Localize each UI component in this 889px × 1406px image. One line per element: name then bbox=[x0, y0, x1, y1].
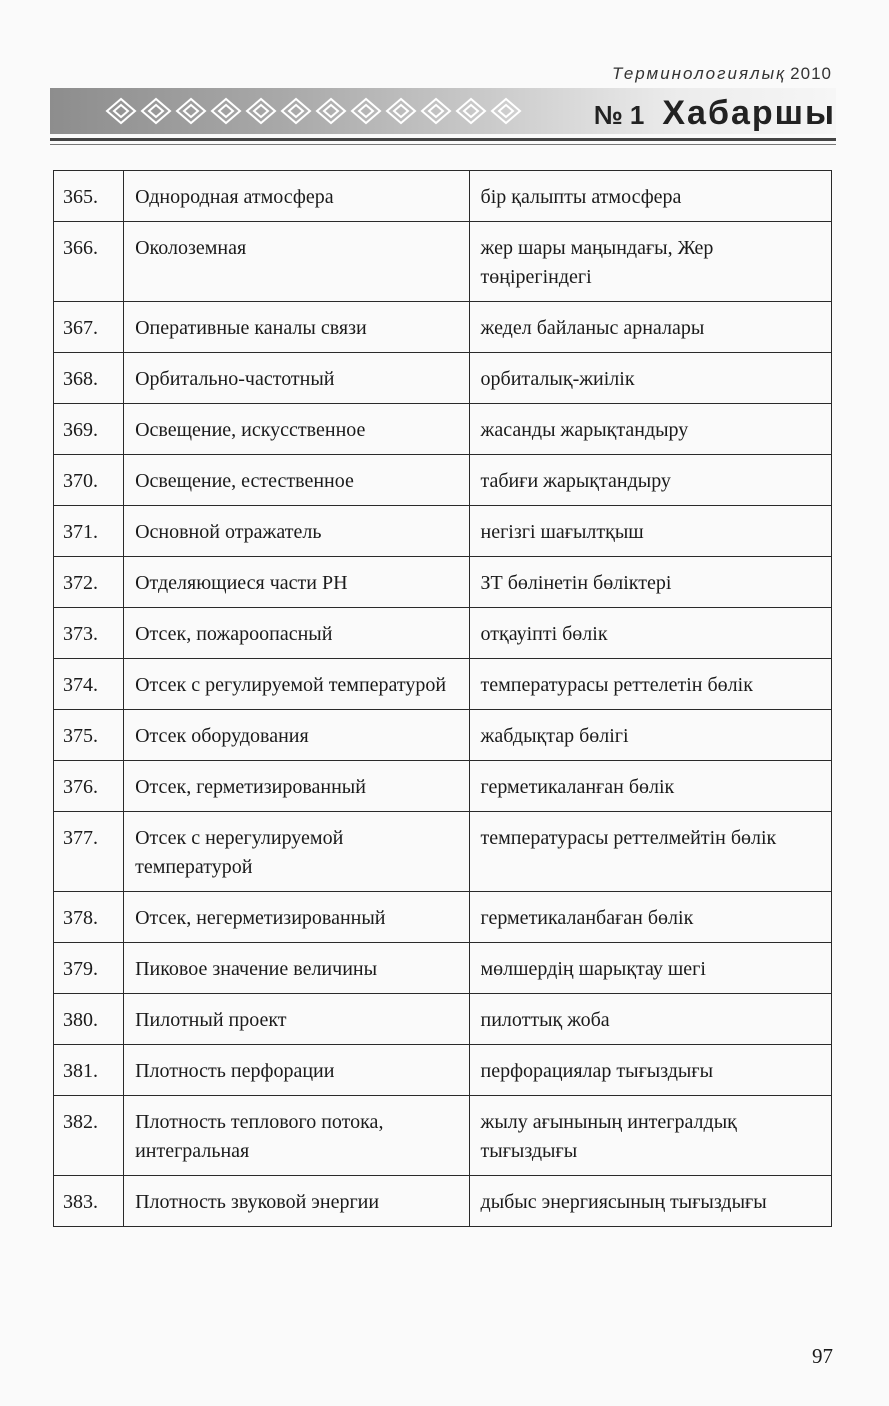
term-number: 376. bbox=[54, 761, 124, 812]
term-kazakh: температурасы реттелетін бөлік bbox=[469, 659, 831, 710]
term-kazakh: ЗТ бөлінетін бөліктері bbox=[469, 557, 831, 608]
term-number: 375. bbox=[54, 710, 124, 761]
table-row bbox=[54, 506, 832, 557]
term-russian: Пилотный проект bbox=[124, 994, 469, 1045]
table-row bbox=[54, 302, 832, 353]
term-russian: Отсек с регулируемой температурой bbox=[124, 659, 469, 710]
term-kazakh: негізгі шағылтқыш bbox=[469, 506, 831, 557]
term-number: 369. bbox=[54, 404, 124, 455]
term-russian: Освещение, естественное bbox=[124, 455, 469, 506]
term-number: 374. bbox=[54, 659, 124, 710]
term-number: 378. bbox=[54, 892, 124, 943]
page-header bbox=[0, 0, 889, 160]
table-row bbox=[54, 608, 832, 659]
term-number: 372. bbox=[54, 557, 124, 608]
term-russian: Околоземная bbox=[124, 222, 469, 302]
term-number: 381. bbox=[54, 1045, 124, 1096]
term-kazakh: жедел байланыс арналары bbox=[469, 302, 831, 353]
term-number: 383. bbox=[54, 1176, 124, 1227]
term-russian: Основной отражатель bbox=[124, 506, 469, 557]
term-kazakh: отқауіпті бөлік bbox=[469, 608, 831, 659]
term-russian: Отделяющиеся части РН bbox=[124, 557, 469, 608]
table-row bbox=[54, 1176, 832, 1227]
term-number: 382. bbox=[54, 1096, 124, 1176]
table-row bbox=[54, 404, 832, 455]
header-banner bbox=[50, 88, 836, 134]
term-kazakh: бір қалыпты атмосфера bbox=[469, 171, 831, 222]
issue-label bbox=[594, 94, 836, 133]
term-russian: Плотность звуковой энергии bbox=[124, 1176, 469, 1227]
table-row bbox=[54, 455, 832, 506]
term-number: 368. bbox=[54, 353, 124, 404]
term-number: 379. bbox=[54, 943, 124, 994]
journal-year: 2010 bbox=[790, 64, 832, 83]
term-kazakh: мөлшердің шарықтау шегі bbox=[469, 943, 831, 994]
issue-number: № 1 bbox=[593, 100, 645, 130]
term-kazakh: жылу ағынының интегралдық тығыздығы bbox=[469, 1096, 831, 1176]
term-kazakh: жабдықтар бөлігі bbox=[469, 710, 831, 761]
term-kazakh: орбиталық-жиілік bbox=[469, 353, 831, 404]
term-number: 365. bbox=[54, 171, 124, 222]
term-number: 373. bbox=[54, 608, 124, 659]
table-row bbox=[54, 892, 832, 943]
term-kazakh: герметикаланған бөлік bbox=[469, 761, 831, 812]
table-row bbox=[54, 1045, 832, 1096]
ornament-icon bbox=[102, 94, 522, 128]
term-russian: Плотность перфорации bbox=[124, 1045, 469, 1096]
issue-name: Хабаршы bbox=[662, 94, 836, 132]
term-kazakh: герметикаланбаған бөлік bbox=[469, 892, 831, 943]
term-russian: Оперативные каналы связи bbox=[124, 302, 469, 353]
term-number: 377. bbox=[54, 812, 124, 892]
term-kazakh: пилоттық жоба bbox=[469, 994, 831, 1045]
term-russian: Освещение, искусственное bbox=[124, 404, 469, 455]
term-russian: Отсек, негерметизированный bbox=[124, 892, 469, 943]
term-number: 366. bbox=[54, 222, 124, 302]
term-number: 371. bbox=[54, 506, 124, 557]
term-kazakh: перфорациялар тығыздығы bbox=[469, 1045, 831, 1096]
page-number: 97 bbox=[812, 1344, 833, 1368]
table-row bbox=[54, 353, 832, 404]
term-russian: Отсек, пожароопасный bbox=[124, 608, 469, 659]
term-number: 370. bbox=[54, 455, 124, 506]
term-russian: Пиковое значение величины bbox=[124, 943, 469, 994]
table-row bbox=[54, 557, 832, 608]
term-russian: Отсек с нерегулируемой температурой bbox=[124, 812, 469, 892]
table-row bbox=[54, 171, 832, 222]
journal-title: Терминологиялық bbox=[612, 64, 787, 83]
table-row bbox=[54, 761, 832, 812]
term-russian: Плотность теплового потока, интегральная bbox=[124, 1096, 469, 1176]
term-number: 380. bbox=[54, 994, 124, 1045]
header-rule-thin bbox=[50, 144, 836, 145]
term-kazakh: температурасы реттелмейтін бөлік bbox=[469, 812, 831, 892]
table-row bbox=[54, 659, 832, 710]
table-row bbox=[54, 994, 832, 1045]
table-row bbox=[54, 812, 832, 892]
term-russian: Орбитально-частотный bbox=[124, 353, 469, 404]
term-russian: Отсек, герметизированный bbox=[124, 761, 469, 812]
term-russian: Однородная атмосфера bbox=[124, 171, 469, 222]
header-rule bbox=[50, 138, 836, 141]
table-row bbox=[54, 222, 832, 302]
table-row bbox=[54, 710, 832, 761]
terms-table bbox=[53, 170, 832, 1227]
journal-title-line bbox=[612, 64, 832, 84]
term-russian: Отсек оборудования bbox=[124, 710, 469, 761]
table-row bbox=[54, 943, 832, 994]
term-number: 367. bbox=[54, 302, 124, 353]
term-kazakh: дыбыс энергиясының тығыздығы bbox=[469, 1176, 831, 1227]
term-kazakh: табиғи жарықтандыру bbox=[469, 455, 831, 506]
table-row bbox=[54, 1096, 832, 1176]
term-kazakh: жасанды жарықтандыру bbox=[469, 404, 831, 455]
term-kazakh: жер шары маңындағы, Жер төңірегіндегі bbox=[469, 222, 831, 302]
